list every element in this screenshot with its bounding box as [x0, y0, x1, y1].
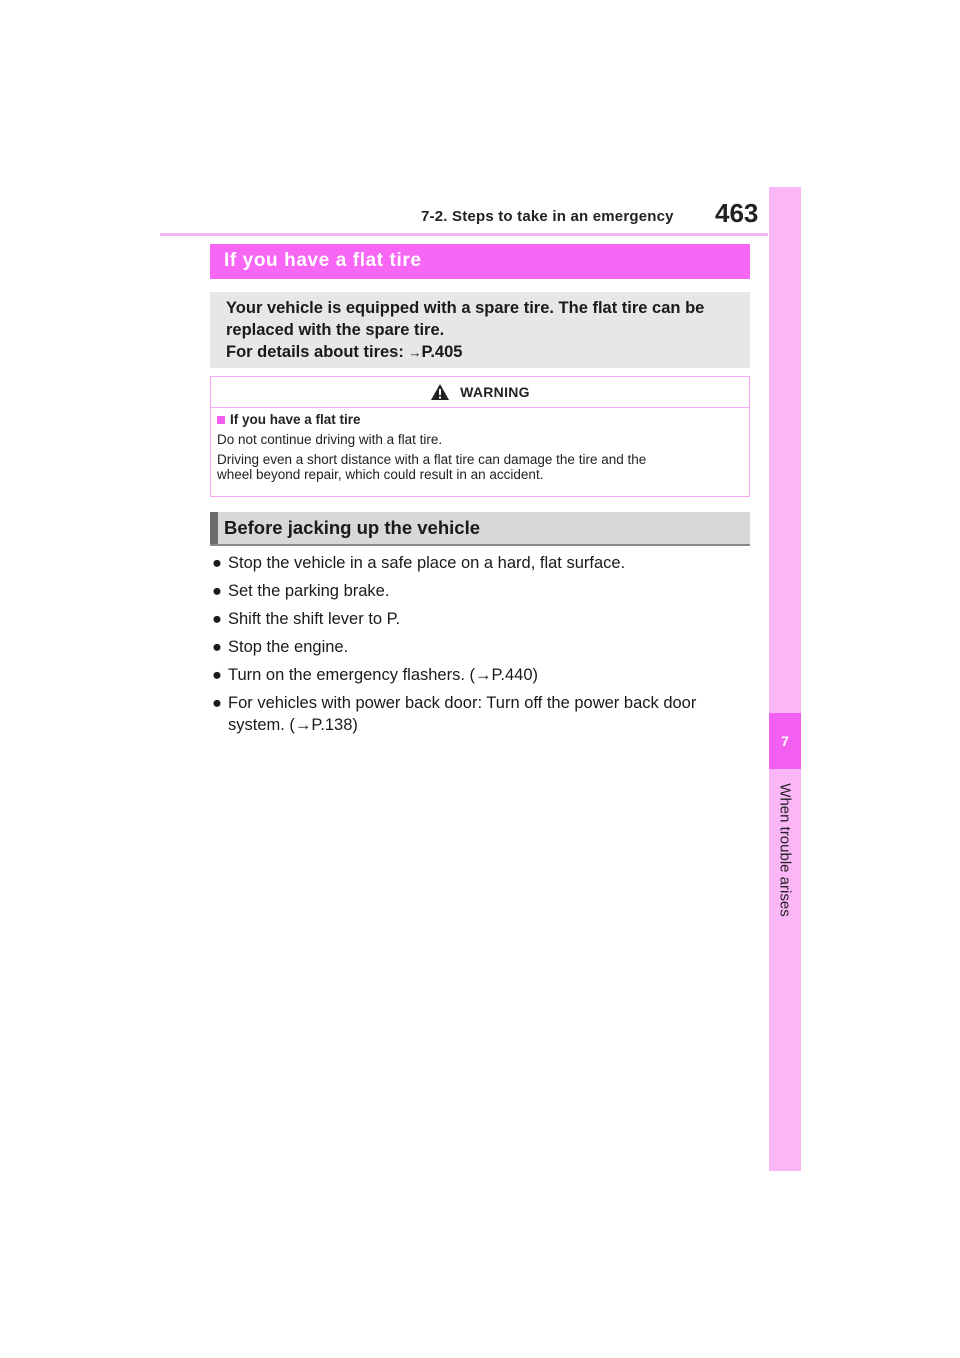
bullet-dot-icon: ●	[212, 638, 222, 656]
warning-paragraph	[217, 452, 749, 482]
chapter-title: When trouble arises	[776, 783, 794, 917]
list-item	[212, 636, 743, 658]
arrow-icon: →	[408, 345, 422, 360]
warning-triangle-icon	[430, 383, 450, 401]
page-number: 463	[715, 198, 759, 228]
list-item-line: For vehicles with power back door: Turn off the power back door	[228, 694, 697, 712]
heading-accent-bar	[210, 512, 218, 544]
warning-subheading-text: If you have a flat tire	[230, 412, 361, 427]
intro-ref-label: For details about tires:	[226, 343, 409, 361]
jacking-heading-text: Before jacking up the vehicle	[224, 517, 480, 538]
list-item	[212, 552, 743, 574]
section-title: 7-2. Steps to take in an emergency	[421, 208, 674, 225]
chapter-number-tab: 7	[769, 713, 801, 769]
intro-line: Your vehicle is equipped with a spare tire. The flat tire can be	[226, 299, 705, 317]
list-item-text	[228, 692, 743, 736]
warning-paragraph-line: wheel beyond repair, which could result in an accident.	[217, 467, 544, 482]
bullet-dot-icon: ●	[212, 694, 222, 712]
square-bullet-icon	[217, 416, 225, 424]
page-reference-link[interactable]: P.405	[421, 343, 463, 361]
flat-tire-heading: If you have a flat tire	[210, 244, 750, 279]
jacking-heading	[210, 512, 750, 546]
list-item-text: Set the parking brake.	[228, 582, 390, 600]
list-item	[212, 692, 743, 736]
list-item	[212, 664, 743, 686]
bullet-dot-icon: ●	[212, 666, 222, 684]
chapter-side-tab	[769, 187, 801, 1171]
intro-box	[210, 292, 750, 368]
intro-line-ref	[226, 341, 750, 364]
list-item-text: Stop the engine.	[228, 638, 349, 656]
list-item-text: Stop the vehicle in a safe place on a hard, flat surface.	[228, 554, 626, 572]
warning-header	[211, 377, 749, 408]
list-item-text: Turn on the emergency flashers. (→P.440)	[228, 666, 538, 684]
list-item-line: system. (→P.138)	[228, 716, 358, 734]
intro-line: replaced with the spare tire.	[226, 321, 445, 339]
warning-box	[210, 376, 750, 497]
list-item	[212, 580, 743, 602]
bullet-dot-icon: ●	[212, 582, 222, 600]
bullet-dot-icon: ●	[212, 554, 222, 572]
bullet-dot-icon: ●	[212, 610, 222, 628]
warning-subheading	[217, 412, 749, 427]
warning-title: WARNING	[460, 384, 530, 400]
warning-paragraph: Do not continue driving with a flat tire.	[217, 432, 443, 447]
warning-body	[211, 408, 749, 482]
list-item-text: Shift the shift lever to P.	[228, 610, 401, 628]
header-divider	[160, 233, 768, 236]
list-item	[212, 608, 743, 630]
warning-paragraph-line: Driving even a short distance with a flat tire can damage the tire and the	[217, 452, 647, 467]
